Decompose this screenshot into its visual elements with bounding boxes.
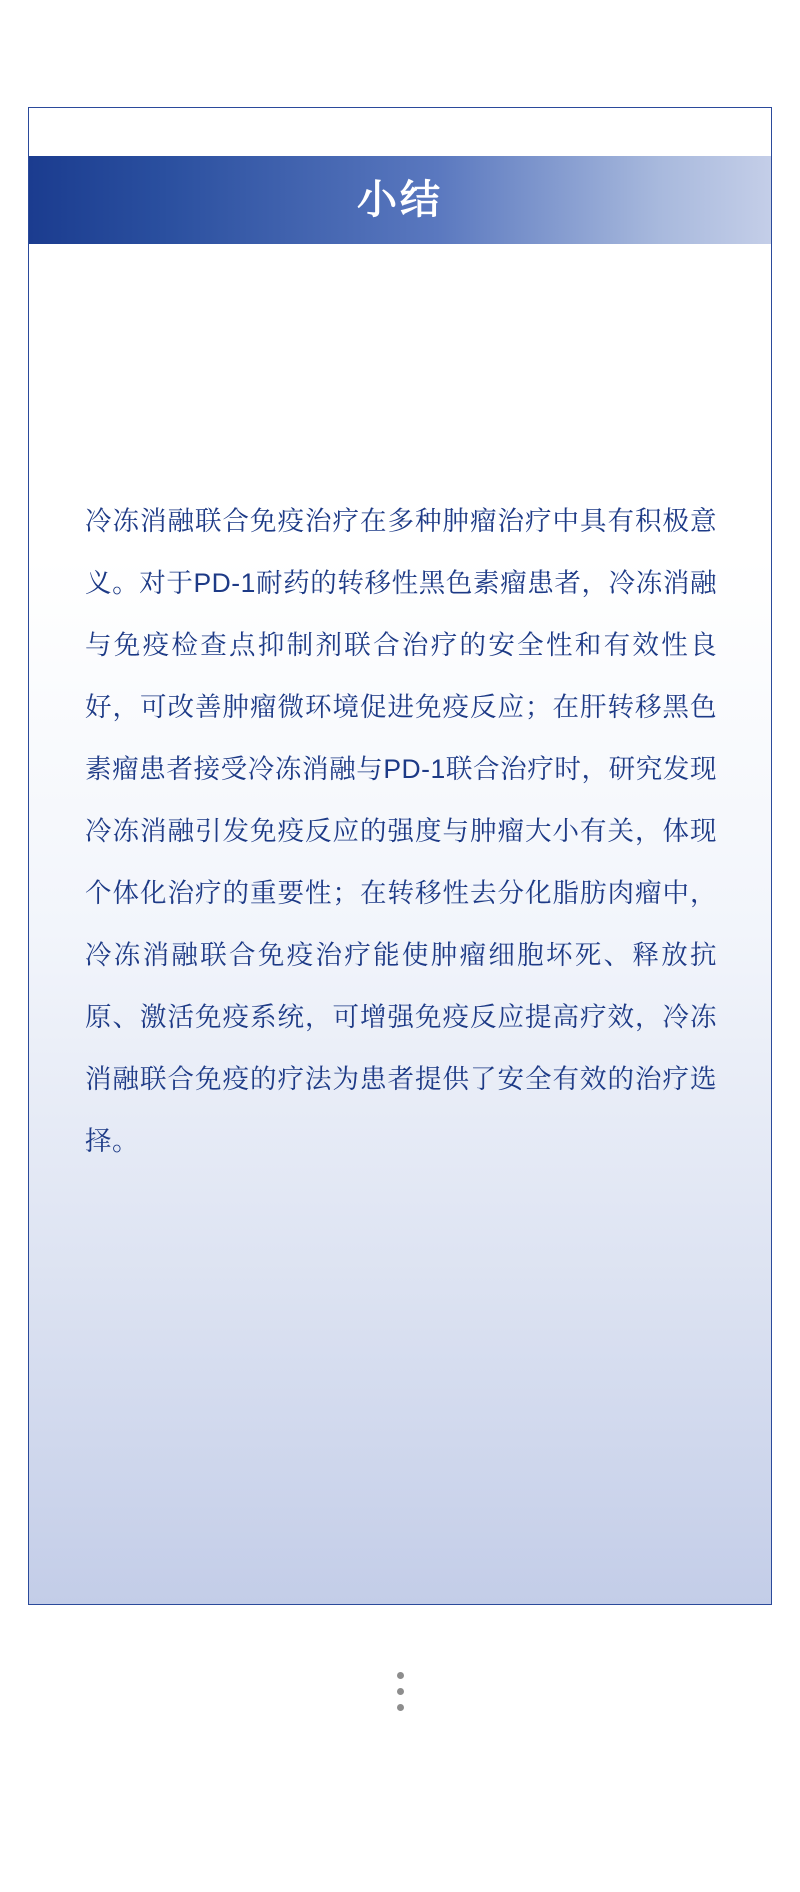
more-indicator: [0, 1672, 800, 1711]
summary-body-text: 冷冻消融联合免疫治疗在多种肿瘤治疗中具有积极意义。对于PD-1耐药的转移性黑色素瘤患者，冷冻消融与免疫检查点抑制剂联合治疗的安全性和有效性良好，可改善肿瘤微环境促进免疫反应；在肝转移黑色素瘤患者接受冷冻消融与PD-1联合治疗时，研究发现冷冻消融引发免疫反应的强度与肿瘤大小有关，体现个体化治疗的重要性；在转移性去分化脂肪肉瘤中，冷冻消融联合免疫治疗能使肿瘤细胞坏死、释放抗原、激活免疫系统，可增强免疫反应提高疗效，冷冻消融联合免疫的疗法为患者提供了安全有效的治疗选择。: [85, 505, 717, 1156]
dot-icon: [397, 1688, 404, 1695]
card-banner: [29, 156, 771, 244]
card-top-spacer: [29, 108, 771, 156]
summary-card: [28, 107, 772, 1605]
dot-icon: [397, 1672, 404, 1679]
dot-icon: [397, 1704, 404, 1711]
page-title: 小结: [357, 178, 443, 222]
